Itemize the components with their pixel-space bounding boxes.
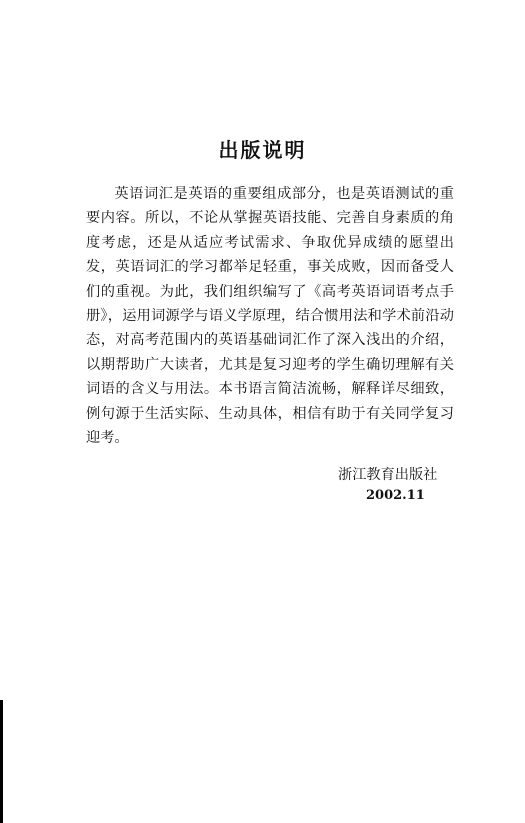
publication-date: 2002.11	[366, 488, 425, 503]
scan-edge-line	[0, 700, 3, 823]
page-title: 出版说明	[218, 138, 307, 162]
publisher-signature: 浙江教育出版社	[338, 467, 438, 483]
body-paragraph: 英语词汇是英语的重要组成部分，也是英语测试的重要内容。所以，不论从掌握英语技能、完善自身素质的角度考虑，还是从适应考试需求、争取优异成绩的愿望出发，英语词汇的学习都举足轻重，事关成败，因而备受人们的重视。为此，我们组织编写了《高考英语词语考点手册》，运用词源学与语义学原理，结合惯用法和学术前沿动态，对高考范围内的英语基础词汇作了深入浅出的介绍，以期帮助广大读者，尤其是复习迎考的学生确切理解有关词语的含义与用法。本书语言简洁流畅，解释详尽细致，例句源于生活实际、生动具体，相信有助于有关同学复习迎考。	[86, 186, 454, 447]
